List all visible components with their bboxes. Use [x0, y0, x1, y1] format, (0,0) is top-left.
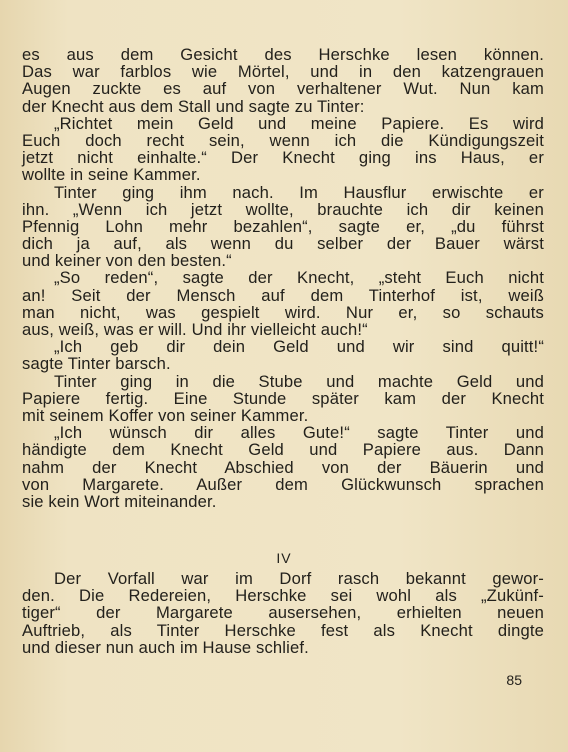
- text-line: „So reden“, sagte der Knecht, „steht Euch nicht: [54, 268, 544, 288]
- body-text-bottom: [22, 570, 544, 656]
- text-line: und dieser nun auch im Hause schlief.: [22, 637, 309, 657]
- text-line: Der Vorfall war im Dorf rasch bekannt gewor-: [54, 569, 544, 588]
- text-line: und keiner von den besten.“: [22, 251, 232, 271]
- text-line: tiger“ der Margarete ausersehen, erhielten neuen: [22, 603, 544, 623]
- text-line: sagte Tinter barsch.: [22, 354, 171, 374]
- text-line: dich ja auf, als wenn du selber der Bauer wärst: [22, 234, 544, 254]
- text-line: Tinter ging ihm nach. Im Hausflur erwischte er: [54, 182, 544, 202]
- text-line: Das war farblos wie Mörtel, und in den katzengrauen: [22, 62, 544, 82]
- text-line: nahm der Knecht Abschied von der Bäuerin und: [22, 457, 544, 477]
- text-line: an! Seit der Mensch auf dem Tinterhof ist, weiß: [22, 285, 544, 305]
- text-line: „Ich wünsch dir alles Gute!“ sagte Tinter und: [54, 423, 544, 443]
- text-line: Augen zuckte es auf von verhaltener Wut. Nun kam: [22, 79, 544, 99]
- text-line: Auftrieb, als Tinter Herschke fest als Knecht dingte: [22, 620, 544, 640]
- text-line: mit seinem Koffer von seiner Kammer.: [22, 405, 309, 425]
- body-text-top: [22, 46, 544, 510]
- text-line: man nicht, was gespielt wird. Nur er, so schauts: [22, 302, 544, 322]
- text-line: Tinter ging in die Stube und machte Geld und: [54, 371, 544, 391]
- text-line: sie kein Wort miteinander.: [22, 491, 217, 511]
- text-line: Euch doch recht sein, wenn ich die Kündigungszeit: [22, 130, 544, 150]
- text-line: „Richtet mein Geld und meine Papiere. Es wird: [54, 113, 544, 133]
- text-line: „Ich geb dir dein Geld und wir sind quitt!“: [54, 337, 544, 357]
- text-line: den. Die Redereien, Herschke sei wohl als „Zukünf-: [22, 586, 544, 606]
- text-line: jetzt nicht einhalte.“ Der Knecht ging ins Haus, er: [22, 148, 544, 168]
- text-line: Pfennig Lohn mehr bezahlen“, sagte er, „du führst: [22, 216, 544, 236]
- text-line: der Knecht aus dem Stall und sagte zu Tinter:: [22, 96, 365, 116]
- text-line: händigte dem Knecht Geld und Papiere aus. Dann: [22, 440, 544, 460]
- page-number: 85: [506, 672, 522, 688]
- text-line: von Margarete. Außer dem Glückwunsch sprachen: [22, 474, 544, 494]
- text-line: Papiere fertig. Eine Stunde später kam der Knecht: [22, 388, 544, 408]
- text-line: ihn. „Wenn ich jetzt wollte, brauchte ich dir keinen: [22, 199, 544, 219]
- text-line: es aus dem Gesicht des Herschke lesen können.: [22, 45, 544, 64]
- section-heading: IV: [276, 550, 292, 566]
- text-line: aus, weiß, was er will. Und ihr vielleicht auch!“: [22, 320, 368, 339]
- text-line: wollte in seine Kammer.: [22, 165, 201, 185]
